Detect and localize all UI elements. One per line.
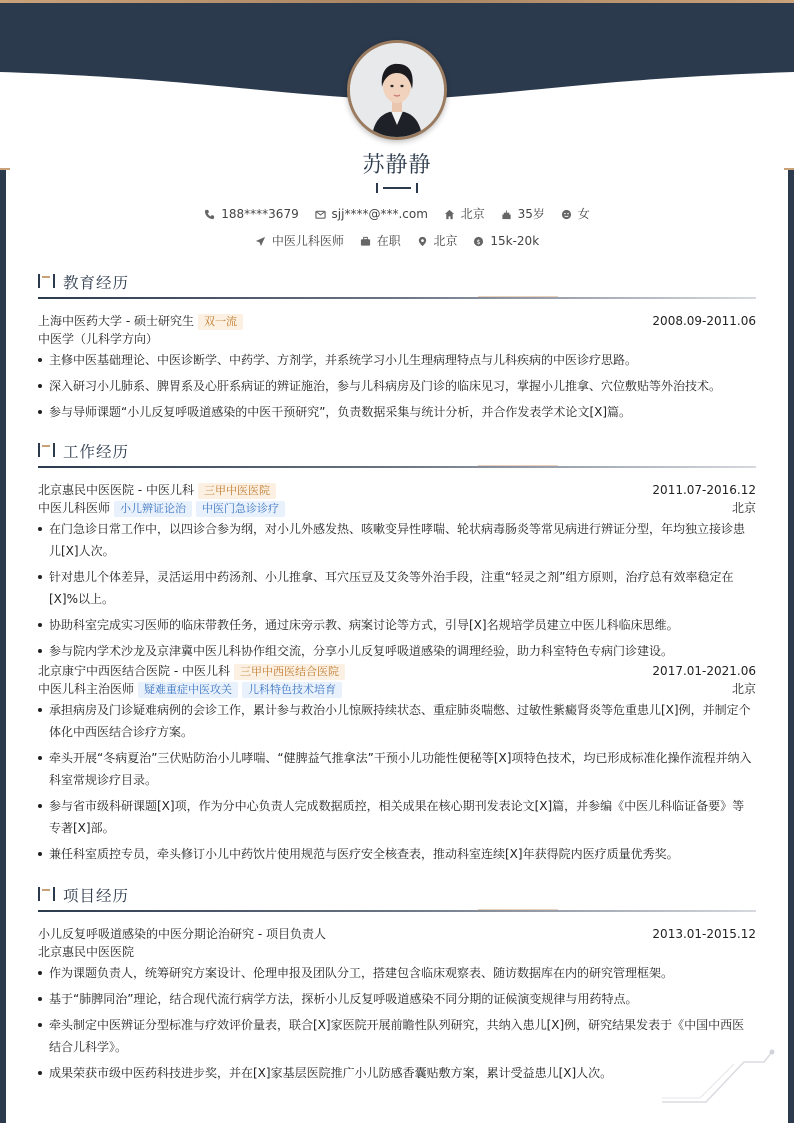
cake-icon <box>501 209 512 220</box>
gender-icon <box>561 209 572 220</box>
list-item: 主修中医基础理论、中医诊断学、中药学、方剂学，并系统学习小儿生理病理特点与儿科疾病的中医诊疗思路。 <box>38 349 756 371</box>
job-city: 北京 <box>731 501 756 515</box>
list-item: 基于“肺脾同治”理论，结合现代流行病学方法，探析小儿反复呼吸道感染不同分期的证候演变规律与用药特点。 <box>38 988 756 1010</box>
education-major-row <box>38 330 756 348</box>
job-role-row <box>38 499 756 517</box>
work-divider <box>38 466 756 468</box>
company-tag: 三甲中医医院 <box>198 483 276 499</box>
school-name: 上海中医药大学 - 硕士研究生 <box>38 314 194 328</box>
education-entry-header <box>38 312 756 330</box>
salary-icon <box>473 236 484 247</box>
skill-tag: 小儿辨证论治 <box>114 501 192 517</box>
job-date: 2017.01-2021.06 <box>652 664 756 678</box>
job-target-info: 中医儿科医师 <box>255 232 344 249</box>
briefcase-icon <box>360 236 371 247</box>
right-border-line <box>788 170 794 1123</box>
education-divider <box>38 297 756 299</box>
projects-section <box>38 885 756 1088</box>
home-city-info: 北京 <box>444 205 485 222</box>
job-entry-header <box>38 481 756 499</box>
email-info: sjj****@***.com <box>315 207 428 221</box>
list-item: 承担病房及门诊疑难病例的会诊工作，累计参与救治小儿惊厥持续状态、重症肺炎喘憋、过敏性紫癜肾炎等危重患儿[X]例，并制定个体化中西医结合诊疗方案。 <box>38 699 756 743</box>
projects-title: 项目经历 <box>63 887 130 905</box>
list-item: 兼任科室质控专员，牵头修订小儿中药饮片使用规范与医疗安全核查表，推动科室连续[X]年获得院内医疗质量优秀奖。 <box>38 843 756 865</box>
job-bullets <box>38 518 756 662</box>
contact-row-1 <box>0 205 794 222</box>
phone-icon <box>204 209 215 220</box>
list-item: 在门急诊日常工作中，以四诊合参为纲，对小儿外感发热、咳嗽变异性哮喘、轮状病毒肠炎等常见病进行辨证分型，年均独立接诊患儿[X]人次。 <box>38 518 756 562</box>
list-item: 牵头开展“冬病夏治”三伏贴防治小儿哮喘、“健脾益气推拿法”干预小儿功能性便秘等[X]项特色技术，均已形成标准化操作流程并纳入科室常规诊疗目录。 <box>38 747 756 791</box>
projects-divider <box>38 910 756 912</box>
work-section <box>38 441 756 869</box>
company-tag: 三甲中西医结合医院 <box>234 664 345 680</box>
list-item: 参与导师课题“小儿反复呼吸道感染的中医干预研究”，负责数据采集与统计分析，并合作发表学术论文[X]篇。 <box>38 401 756 423</box>
project-name: 小儿反复呼吸道感染的中医分期论治研究 - 项目负责人 <box>38 927 326 941</box>
salary-info: $ 15k-20k <box>473 234 539 248</box>
section-bracket-icon <box>38 274 55 288</box>
list-item: 参与省市级科研课题[X]项，作为分中心负责人完成数据质控，相关成果在核心期刊发表论文[X]篇，并参编《中医儿科临证备要》等专著[X]部。 <box>38 795 756 839</box>
left-border-line <box>0 170 6 1123</box>
mail-icon <box>315 209 326 220</box>
svg-text:$: $ <box>476 237 481 246</box>
send-icon <box>255 236 266 247</box>
list-item: 成果荣获市级中医药科技进步奖，并在[X]家基层医院推广小儿防感香囊贴敷方案，累计受益患儿[X]人次。 <box>38 1062 756 1084</box>
skill-tag: 儿科特色技术培育 <box>242 682 342 698</box>
work-title: 工作经历 <box>63 443 130 461</box>
list-item: 协助科室完成实习医师的临床带教任务，通过床旁示教、病案讨论等方式，引导[X]名规培学员建立中医儿科临床思维。 <box>38 614 756 636</box>
gender-info: 女 <box>561 205 590 222</box>
skill-tag: 疑难重症中医攻关 <box>138 682 238 698</box>
job-date: 2011.07-2016.12 <box>652 483 756 497</box>
skill-tag: 中医门急诊诊疗 <box>196 501 285 517</box>
list-item: 针对患儿个体差异，灵活运用中药汤剂、小儿推拿、耳穴压豆及艾灸等外治手段，注重“轻灵之剂”组方原则，治疗总有效率稳定在[X]%以上。 <box>38 566 756 610</box>
header-gold-line <box>0 0 794 3</box>
education-date: 2008.09-2011.06 <box>652 314 756 328</box>
company-name: 北京惠民中医医院 - 中医儿科 <box>38 483 194 497</box>
project-org-row <box>38 943 756 961</box>
avatar <box>347 40 447 140</box>
candidate-name: 苏静静 <box>362 153 432 178</box>
contact-row-2 <box>0 232 794 249</box>
location-pin-icon <box>417 236 428 247</box>
school-tag: 双一流 <box>198 314 243 330</box>
phone-info: 188****3679 <box>204 207 298 221</box>
company-name: 北京康宁中西医结合医院 - 中医儿科 <box>38 664 230 678</box>
corner-decoration <box>660 1046 780 1106</box>
section-bracket-icon <box>38 443 55 457</box>
job-role: 中医儿科医师 <box>38 501 111 515</box>
education-bullets <box>38 349 756 423</box>
list-item: 牵头制定中医辨证分型标准与疗效评价量表，联合[X]家医院开展前瞻性队列研究，共纳入患儿[X]例，研究结果发表于《中国中西医结合儿科学》。 <box>38 1014 756 1058</box>
project-org: 北京惠民中医医院 <box>38 945 135 959</box>
job-status-info: 在职 <box>360 232 401 249</box>
list-item: 深入研习小儿肺系、脾胃系及心肝系病证的辨证施治，参与儿科病房及门诊的临床见习，掌握小儿推拿、穴位敷贴等外治技术。 <box>38 375 756 397</box>
projects-header <box>38 885 756 913</box>
name-divider <box>376 183 418 193</box>
home-icon <box>444 209 455 220</box>
project-entry-header <box>38 925 756 943</box>
education-title: 教育经历 <box>63 274 130 292</box>
project-bullets <box>38 962 756 1084</box>
education-header <box>38 272 756 300</box>
education-section <box>38 272 756 427</box>
job-role-row <box>38 680 756 698</box>
project-date: 2013.01-2015.12 <box>652 927 756 941</box>
job-entry-header <box>38 662 756 680</box>
job-bullets <box>38 699 756 865</box>
list-item: 作为课题负责人，统筹研究方案设计、伦理申报及团队分工，搭建包含临床观察表、随访数据库在内的研究管理框架。 <box>38 962 756 984</box>
section-bracket-icon <box>38 887 55 901</box>
avatar-photo <box>350 43 444 137</box>
age-info: 35岁 <box>501 205 545 222</box>
major: 中医学（儿科学方向） <box>38 332 159 346</box>
job-role: 中医儿科主治医师 <box>38 682 135 696</box>
work-header <box>38 441 756 469</box>
job-city: 北京 <box>731 682 756 696</box>
target-city-info: 北京 <box>417 232 458 249</box>
list-item: 参与院内学术沙龙及京津冀中医儿科协作组交流，分享小儿反复呼吸道感染的调理经验，助力科室特色专病门诊建设。 <box>38 640 756 662</box>
